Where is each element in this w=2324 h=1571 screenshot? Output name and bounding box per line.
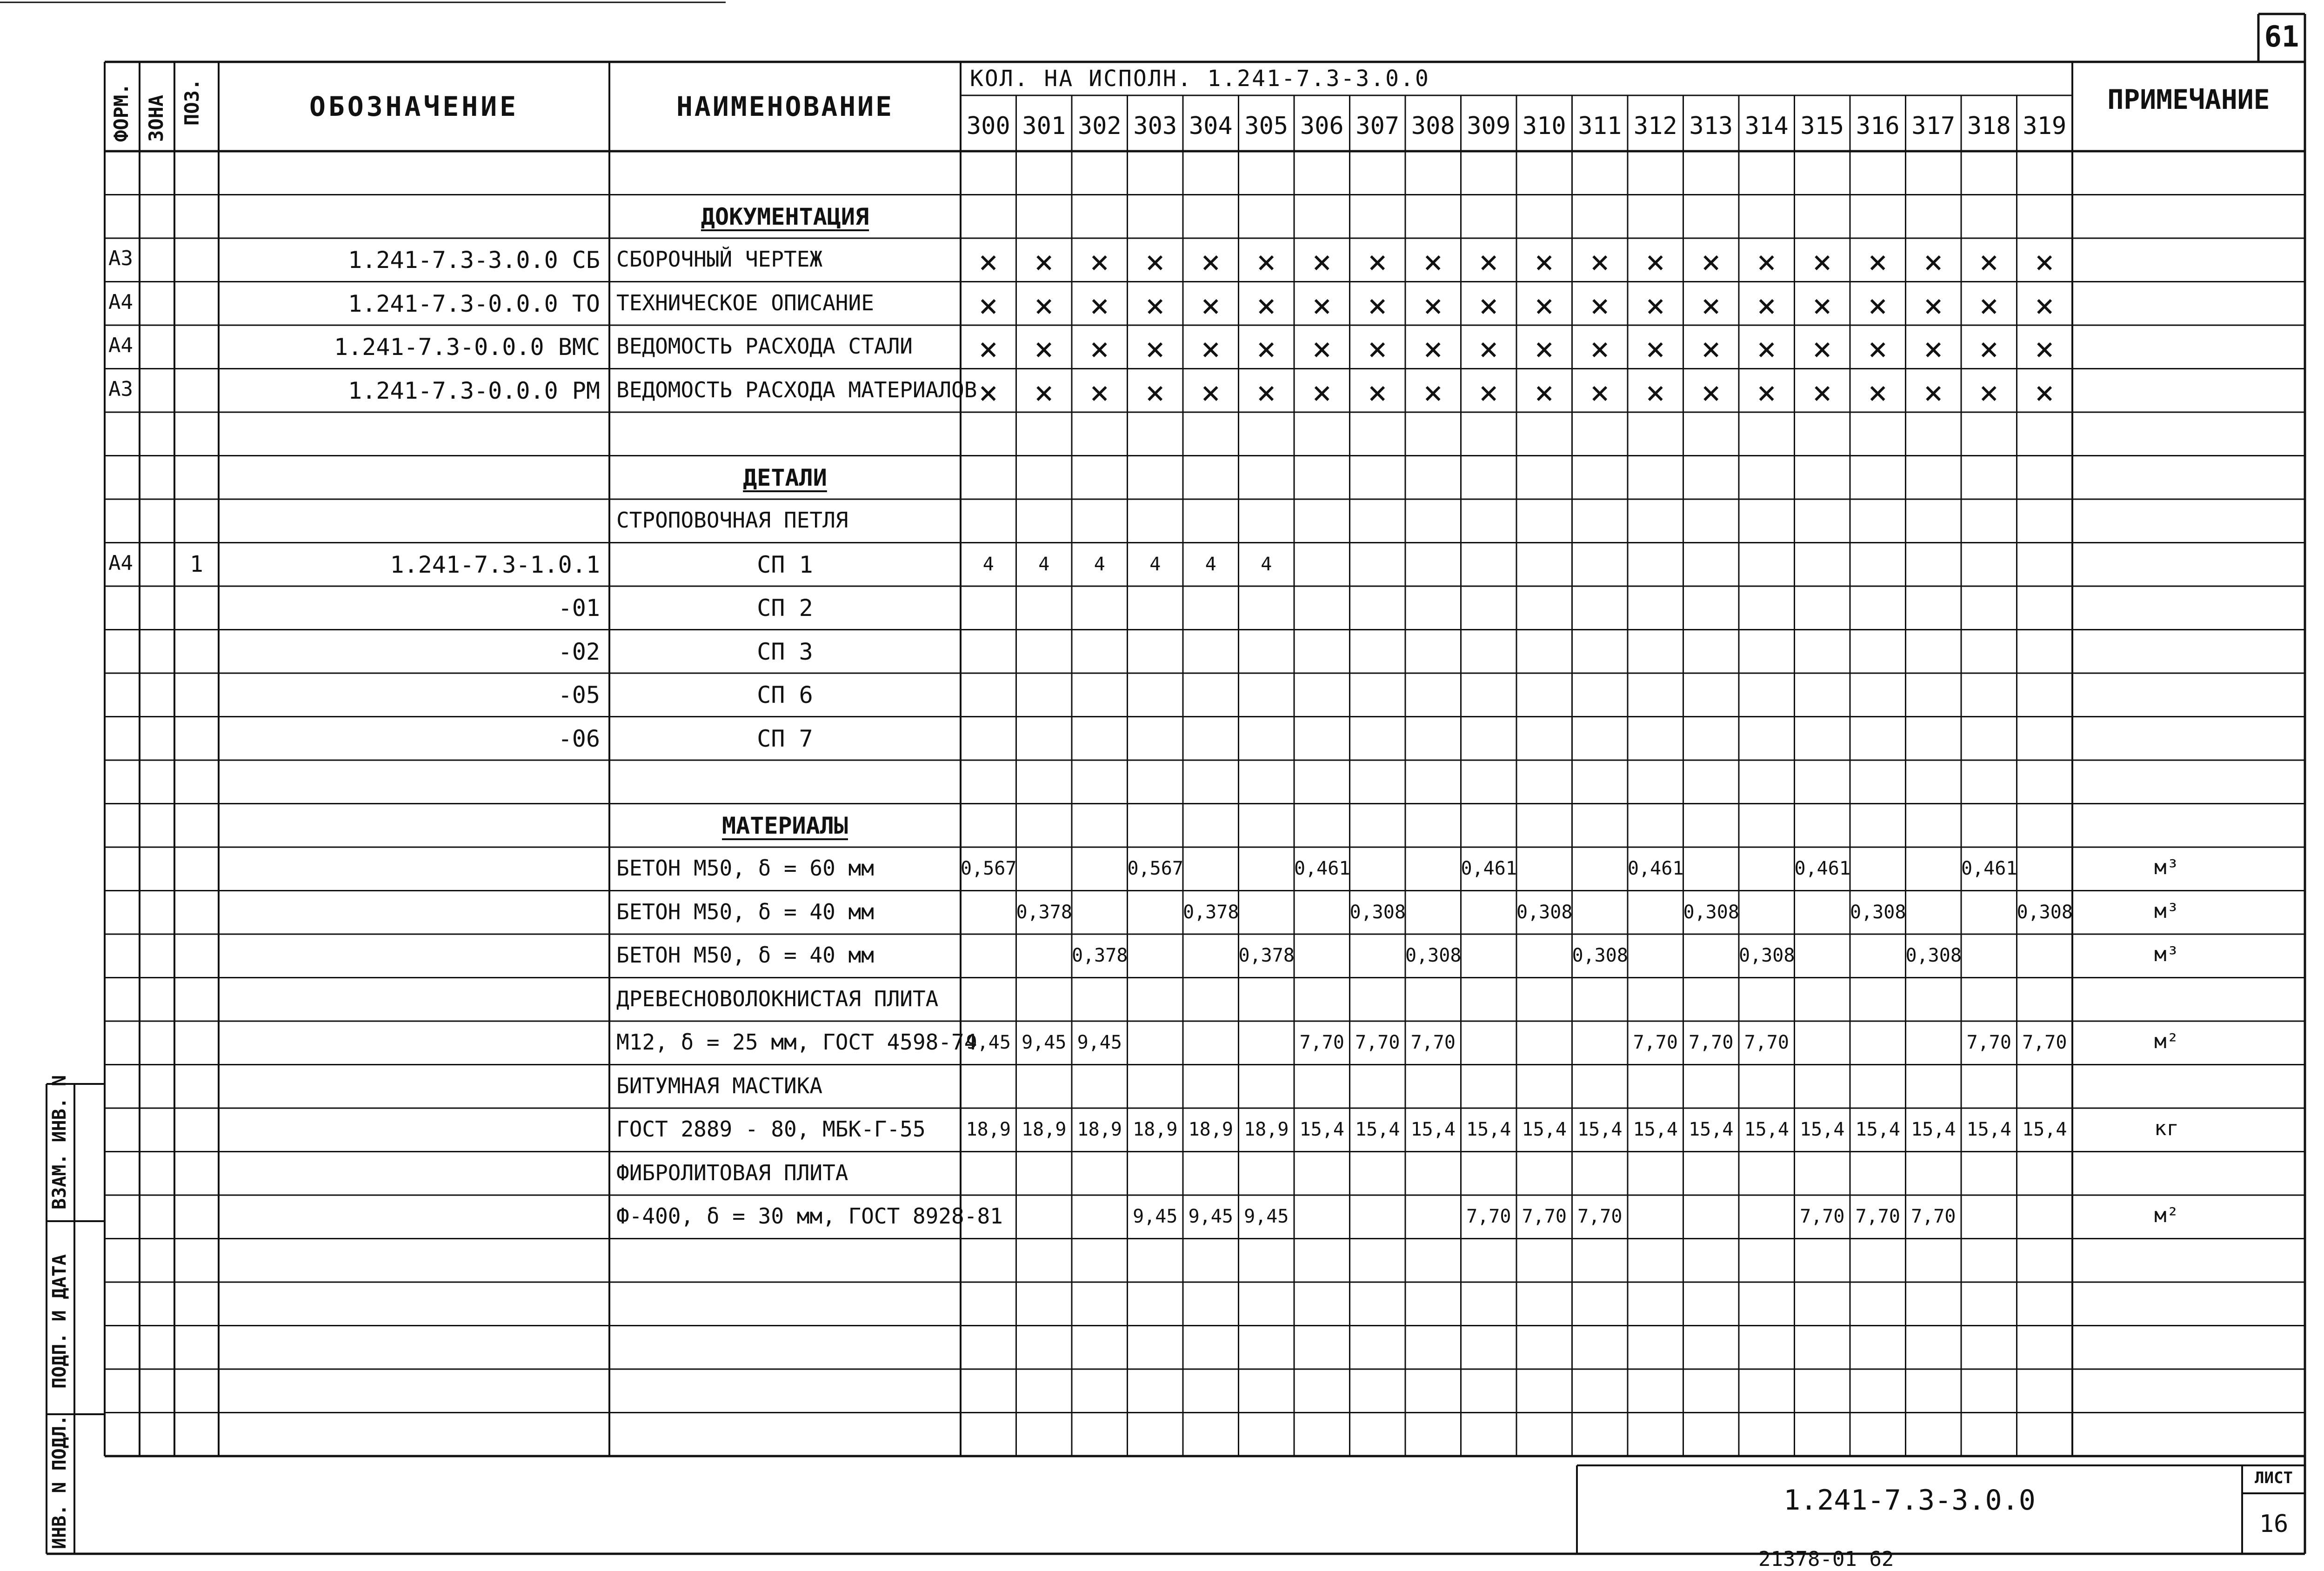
footer-note: 21378-01 62 — [1758, 1547, 1894, 1571]
row-value: 15,4 — [1522, 1119, 1567, 1140]
row-value: 0,308 — [1516, 901, 1573, 923]
mark-x: × — [1868, 286, 1888, 325]
mark-x: × — [1979, 330, 1999, 368]
variant-header-306: 306 — [1300, 112, 1344, 140]
row-designation: 1.241-7.3-1.0.1 — [390, 551, 600, 578]
mark-x: × — [1089, 286, 1109, 325]
mark-x: × — [1256, 286, 1276, 325]
mark-x: × — [1923, 330, 1943, 368]
mark-x: × — [1812, 373, 1832, 412]
row-value: 15,4 — [1633, 1119, 1678, 1140]
mark-x: × — [1423, 286, 1443, 325]
row-name: Ф-400, δ = 30 мм, ГОСТ 8928-81 — [616, 1203, 1003, 1229]
row-value: 0,308 — [1905, 945, 1962, 966]
row-name: ДЕТАЛИ — [743, 464, 827, 491]
mark-x: × — [978, 286, 998, 325]
row-value: 0,567 — [961, 858, 1017, 879]
variant-header-313: 313 — [1689, 112, 1733, 140]
row-value: 18,9 — [966, 1119, 1011, 1140]
mark-x: × — [1145, 286, 1165, 325]
row-value: 9,45 — [1077, 1032, 1122, 1053]
mark-x: × — [1645, 373, 1665, 412]
row-unit: м³ — [2154, 856, 2179, 879]
row-value: 0,308 — [1739, 945, 1795, 966]
row-value: 15,4 — [1410, 1119, 1456, 1140]
mark-x: × — [1534, 286, 1554, 325]
row-value: 0,308 — [1683, 901, 1739, 923]
row-form: А4 — [108, 551, 133, 575]
row-name: СП 7 — [757, 725, 813, 752]
row-value: 7,70 — [1355, 1032, 1400, 1053]
mark-x: × — [1812, 286, 1832, 325]
stamp-inv: ИНВ. N ПОДЛ. — [49, 1415, 70, 1549]
row-designation: -05 — [558, 682, 600, 709]
row-unit: кг — [2154, 1116, 2179, 1140]
row-form: А3 — [108, 247, 133, 270]
row-value: 7,70 — [1466, 1206, 1511, 1227]
row-value: 15,4 — [1299, 1119, 1344, 1140]
variant-header-302: 302 — [1077, 112, 1122, 140]
row-value: 0,461 — [1294, 858, 1350, 879]
row-value: 9,45 — [1244, 1206, 1289, 1227]
row-value: 0,308 — [1572, 945, 1628, 966]
mark-x: × — [2035, 286, 2055, 325]
row-name: БЕТОН М50, δ = 40 мм — [616, 899, 874, 924]
row-name: СБОРОЧНЫЙ ЧЕРТЕЖ — [616, 247, 823, 272]
row-value: 7,70 — [1522, 1206, 1567, 1227]
row-value: 7,70 — [1855, 1206, 1900, 1227]
row-value: 0,378 — [1238, 945, 1295, 966]
row-designation: -01 — [558, 595, 600, 622]
mark-x: × — [1812, 243, 1832, 281]
row-value: 18,9 — [1133, 1119, 1178, 1140]
mark-x: × — [1534, 243, 1554, 281]
row-value: 0,308 — [1405, 945, 1462, 966]
row-value: 7,70 — [1577, 1206, 1623, 1227]
mark-x: × — [1479, 243, 1499, 281]
row-name: ТЕХНИЧЕСКОЕ ОПИСАНИЕ — [616, 290, 874, 315]
mark-x: × — [1923, 243, 1943, 281]
mark-x: × — [1979, 373, 1999, 412]
row-value: 15,4 — [1911, 1119, 1956, 1140]
row-form: А3 — [108, 377, 133, 401]
row-value: 7,70 — [1966, 1032, 2011, 1053]
header-pos: ПОЗ. — [180, 78, 203, 126]
stamp-vzam: ВЗАМ. ИНВ. N — [49, 1075, 70, 1210]
row-value: 0,461 — [1794, 858, 1850, 879]
header-qty-label: КОЛ. НА ИСПОЛН. 1.241-7.3-3.0.0 — [970, 66, 1430, 92]
mark-x: × — [2035, 373, 2055, 412]
mark-x: × — [1534, 373, 1554, 412]
row-unit: м² — [2154, 1030, 2179, 1053]
row-name: ГОСТ 2889 - 80, МБК-Г-55 — [616, 1116, 926, 1142]
mark-x: × — [1034, 373, 1054, 412]
row-value: 0,308 — [1349, 901, 1406, 923]
row-value: 4 — [1261, 553, 1272, 575]
row-value: 0,461 — [1628, 858, 1684, 879]
variant-header-300: 300 — [966, 112, 1010, 140]
row-name: ФИБРОЛИТОВАЯ ПЛИТА — [616, 1160, 848, 1185]
row-name: БЕТОН М50, δ = 60 мм — [616, 856, 874, 881]
row-value: 9,45 — [1133, 1206, 1178, 1227]
mark-x: × — [1034, 330, 1054, 368]
header-zone: ЗОНА — [145, 94, 167, 142]
header-name: НАИМЕНОВАНИЕ — [676, 91, 894, 122]
row-value: 7,70 — [1299, 1032, 1344, 1053]
row-value: 4 — [1094, 553, 1105, 575]
row-pos: 1 — [190, 551, 203, 577]
mark-x: × — [1645, 243, 1665, 281]
mark-x: × — [1979, 243, 1999, 281]
header-designation: ОБОЗНАЧЕНИЕ — [309, 91, 519, 122]
mark-x: × — [1089, 330, 1109, 368]
row-value: 7,70 — [1689, 1032, 1734, 1053]
mark-x: × — [1590, 286, 1610, 325]
mark-x: × — [1701, 373, 1721, 412]
mark-x: × — [2035, 330, 2055, 368]
mark-x: × — [1590, 243, 1610, 281]
row-value: 7,70 — [1410, 1032, 1456, 1053]
mark-x: × — [2035, 243, 2055, 281]
mark-x: × — [1923, 286, 1943, 325]
row-name: БИТУМНАЯ МАСТИКА — [616, 1073, 823, 1098]
mark-x: × — [1201, 243, 1221, 281]
row-value: 15,4 — [2022, 1119, 2067, 1140]
mark-x: × — [1923, 373, 1943, 412]
row-value: 18,9 — [1077, 1119, 1122, 1140]
header-note: ПРИМЕЧАНИЕ — [2107, 84, 2270, 115]
row-designation: 1.241-7.3-3.0.0 СБ — [348, 247, 600, 274]
variant-header-307: 307 — [1356, 112, 1400, 140]
row-value: 18,9 — [1188, 1119, 1233, 1140]
mark-x: × — [1645, 330, 1665, 368]
sheet-label: ЛИСТ — [2255, 1469, 2293, 1487]
mark-x: × — [1368, 330, 1388, 368]
mark-x: × — [1812, 330, 1832, 368]
mark-x: × — [978, 373, 998, 412]
mark-x: × — [1645, 286, 1665, 325]
row-value: 15,4 — [1855, 1119, 1900, 1140]
row-value: 0,378 — [1183, 901, 1239, 923]
row-value: 15,4 — [1466, 1119, 1511, 1140]
row-value: 4 — [1149, 553, 1161, 575]
mark-x: × — [1423, 243, 1443, 281]
mark-x: × — [1034, 243, 1054, 281]
row-name: СП 6 — [757, 682, 813, 709]
variant-header-301: 301 — [1022, 112, 1066, 140]
mark-x: × — [1201, 286, 1221, 325]
stamp-podp: ПОДП. И ДАТА — [49, 1254, 70, 1389]
row-name: БЕТОН М50, δ = 40 мм — [616, 943, 874, 968]
variant-header-317: 317 — [1911, 112, 1956, 140]
variant-header-318: 318 — [1967, 112, 2011, 140]
row-value: 4 — [1038, 553, 1050, 575]
variant-header-308: 308 — [1411, 112, 1455, 140]
row-designation: 1.241-7.3-0.0.0 РМ — [348, 377, 600, 404]
row-value: 7,70 — [1800, 1206, 1845, 1227]
row-value: 7,70 — [1911, 1206, 1956, 1227]
row-value: 18,9 — [1244, 1119, 1289, 1140]
row-value: 15,4 — [1355, 1119, 1400, 1140]
row-designation: -06 — [558, 725, 600, 752]
row-value: 0,378 — [1072, 945, 1128, 966]
row-value: 0,308 — [1850, 901, 1906, 923]
mark-x: × — [1145, 330, 1165, 368]
variant-header-315: 315 — [1800, 112, 1844, 140]
row-name: СП 3 — [757, 638, 813, 665]
variant-header-303: 303 — [1133, 112, 1177, 140]
mark-x: × — [1312, 330, 1332, 368]
row-value: 9,45 — [966, 1032, 1011, 1053]
row-value: 15,4 — [1689, 1119, 1734, 1140]
mark-x: × — [1423, 373, 1443, 412]
row-value: 7,70 — [1744, 1032, 1789, 1053]
row-value: 15,4 — [1577, 1119, 1623, 1140]
mark-x: × — [1701, 330, 1721, 368]
mark-x: × — [1034, 286, 1054, 325]
row-designation: 1.241-7.3-0.0.0 ТО — [348, 290, 600, 317]
mark-x: × — [1979, 286, 1999, 325]
mark-x: × — [1312, 286, 1332, 325]
row-value: 9,45 — [1188, 1206, 1233, 1227]
row-value: 9,45 — [1022, 1032, 1067, 1053]
row-value: 15,4 — [1966, 1119, 2011, 1140]
variant-header-304: 304 — [1189, 112, 1233, 140]
row-name: СП 1 — [757, 551, 813, 578]
variant-header-316: 316 — [1856, 112, 1900, 140]
row-name: СП 2 — [757, 595, 813, 622]
row-form: А4 — [108, 334, 133, 357]
row-name: СТРОПОВОЧНАЯ ПЕТЛЯ — [616, 508, 848, 533]
mark-x: × — [1312, 373, 1332, 412]
mark-x: × — [1423, 330, 1443, 368]
row-name: МАТЕРИАЛЫ — [722, 812, 848, 839]
variant-header-319: 319 — [2023, 112, 2067, 140]
mark-x: × — [1368, 286, 1388, 325]
mark-x: × — [1312, 243, 1332, 281]
mark-x: × — [1201, 330, 1221, 368]
row-value: 4 — [982, 553, 994, 575]
page-number: 61 — [2264, 20, 2299, 53]
mark-x: × — [1756, 373, 1776, 412]
variant-header-305: 305 — [1244, 112, 1289, 140]
variant-header-309: 309 — [1467, 112, 1511, 140]
variant-header-310: 310 — [1522, 112, 1566, 140]
row-value: 15,4 — [1800, 1119, 1845, 1140]
row-value: 0,378 — [1016, 901, 1072, 923]
mark-x: × — [1868, 373, 1888, 412]
row-value: 0,461 — [1461, 858, 1517, 879]
row-value: 7,70 — [2022, 1032, 2067, 1053]
row-name: М12, δ = 25 мм, ГОСТ 4598-74 — [616, 1030, 977, 1055]
mark-x: × — [1701, 243, 1721, 281]
row-value: 7,70 — [1633, 1032, 1678, 1053]
row-form: А4 — [108, 290, 133, 314]
variant-header-312: 312 — [1633, 112, 1677, 140]
mark-x: × — [978, 330, 998, 368]
row-unit: м³ — [2154, 943, 2179, 966]
mark-x: × — [1145, 243, 1165, 281]
variant-header-314: 314 — [1744, 112, 1789, 140]
mark-x: × — [1479, 286, 1499, 325]
row-designation: -02 — [558, 638, 600, 665]
row-value: 0,461 — [1961, 858, 2017, 879]
sheet-number: 16 — [2259, 1510, 2289, 1538]
variant-header-311: 311 — [1578, 112, 1622, 140]
row-value: 18,9 — [1022, 1119, 1067, 1140]
mark-x: × — [1201, 373, 1221, 412]
mark-x: × — [1256, 243, 1276, 281]
row-value: 4 — [1205, 553, 1216, 575]
mark-x: × — [1868, 330, 1888, 368]
row-value: 15,4 — [1744, 1119, 1789, 1140]
row-designation: 1.241-7.3-0.0.0 ВМС — [334, 334, 600, 361]
mark-x: × — [1256, 330, 1276, 368]
mark-x: × — [1089, 243, 1109, 281]
header-form: ФОРМ. — [110, 83, 133, 142]
row-value: 0,308 — [2017, 901, 2073, 923]
row-name: ДОКУМЕНТАЦИЯ — [701, 203, 869, 230]
mark-x: × — [1756, 243, 1776, 281]
mark-x: × — [1256, 373, 1276, 412]
row-name: ДРЕВЕСНОВОЛОКНИСТАЯ ПЛИТА — [616, 986, 939, 1011]
mark-x: × — [1868, 243, 1888, 281]
row-value: 0,567 — [1127, 858, 1183, 879]
mark-x: × — [1590, 373, 1610, 412]
mark-x: × — [1479, 373, 1499, 412]
mark-x: × — [1701, 286, 1721, 325]
mark-x: × — [1368, 373, 1388, 412]
mark-x: × — [1756, 286, 1776, 325]
row-unit: м² — [2154, 1203, 2179, 1227]
title-designation: 1.241-7.3-3.0.0 — [1783, 1484, 2036, 1517]
row-name: ВЕДОМОСТЬ РАСХОДА СТАЛИ — [616, 334, 913, 359]
mark-x: × — [978, 243, 998, 281]
mark-x: × — [1479, 330, 1499, 368]
mark-x: × — [1534, 330, 1554, 368]
row-unit: м³ — [2154, 899, 2179, 923]
mark-x: × — [1145, 373, 1165, 412]
mark-x: × — [1089, 373, 1109, 412]
row-name: ВЕДОМОСТЬ РАСХОДА МАТЕРИАЛОВ — [616, 377, 977, 402]
mark-x: × — [1756, 330, 1776, 368]
mark-x: × — [1368, 243, 1388, 281]
mark-x: × — [1590, 330, 1610, 368]
